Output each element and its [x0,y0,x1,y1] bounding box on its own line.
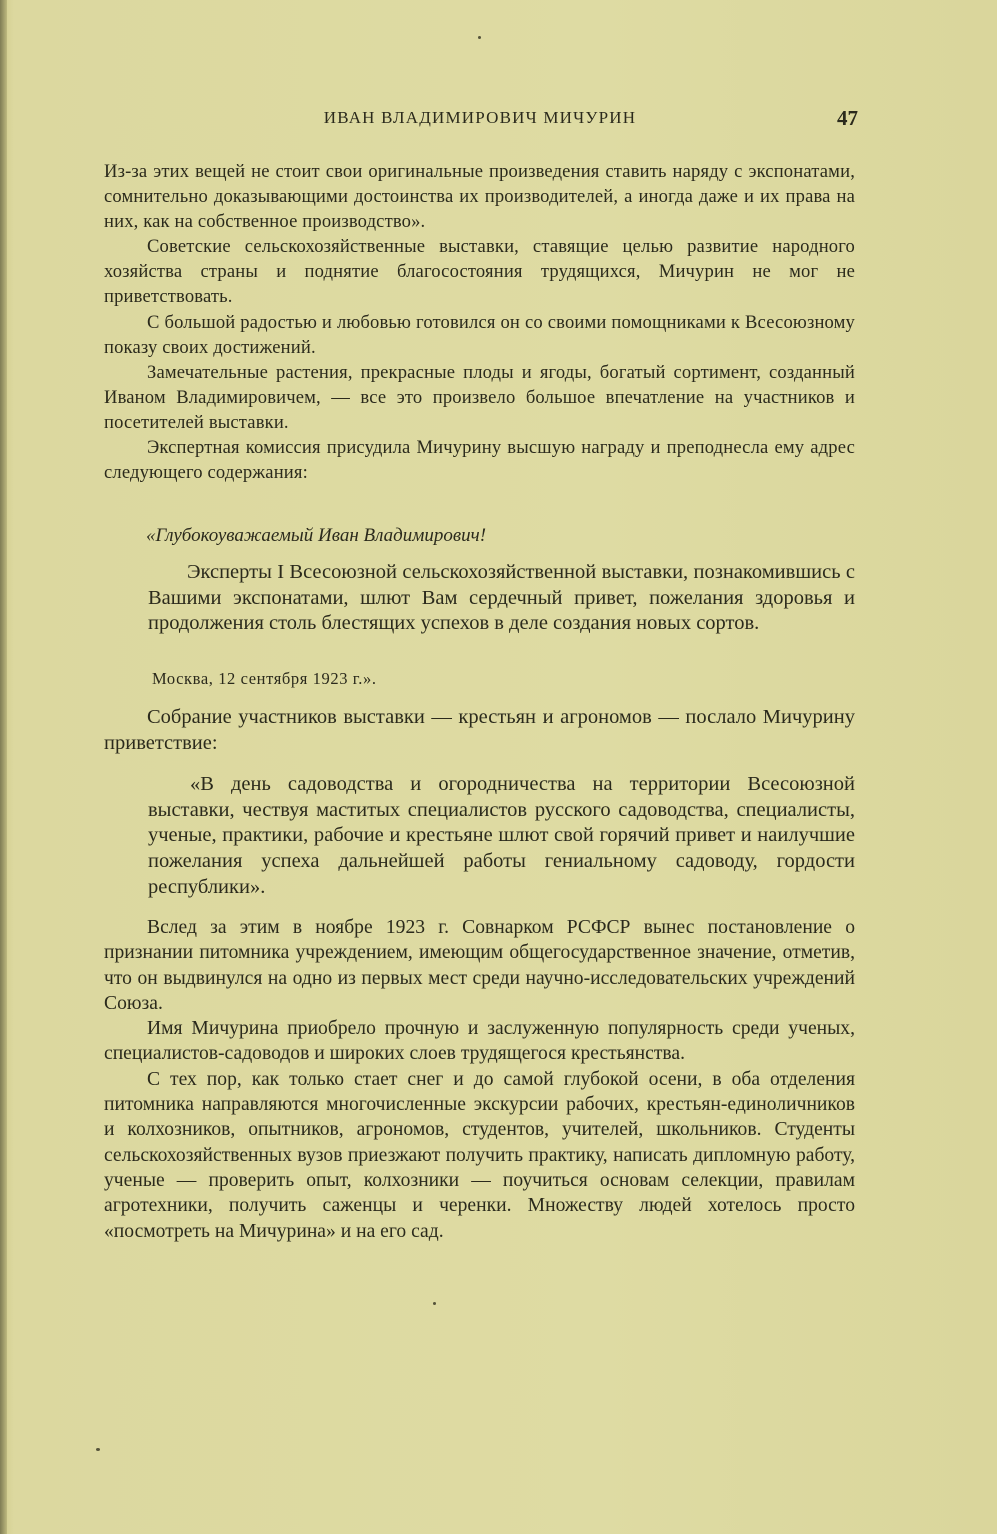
address-quote [148,560,855,637]
body-text-meeting [104,705,855,756]
paper-speck [433,1302,436,1305]
paragraph-popularity: Имя Мичурина приобрело прочную и заслуженную популярность среди ученых, специалистов-садоводов и широких слоев трудящегося крестьянства. [104,1018,855,1065]
page-binding-edge [0,0,7,1534]
paragraph-continuation: Из-за этих вещей не стоит свои оригинальные произведения ставить наряду с экспонатами, сомнительно доказывающими достоинства их производителей, а иногда даже и их права на них, как на собственное производство». [104,161,855,233]
paragraph-impression: Замечательные растения, прекрасные плоды и ягоды, богатый сортимент, созданный Иваном Владимировичем, — все это произвело большое впечатление на участников и посетителей выставки. [104,361,855,433]
paragraph-meeting: Собрание участников выставки — крестьян и агрономов — послало Мичурину приветствие: [104,706,855,754]
body-text-bottom [104,915,855,1244]
address-signature: Москва, 12 сентября 1923 г.». [152,669,377,688]
body-text-top [104,159,855,485]
address-body: Эксперты I Всесоюзной сельскохозяйственной выставки, познакомившись с Вашими экспонатами, шлют Вам сердечный привет, пожелания здоровья и продолжения столь блестящих успехов в деле создания новых сортов. [148,561,855,634]
greeting-body: «В день садоводства и огородничества на территории Всесоюзной выставки, чествуя маститых специалистов русского садоводства, специалисты, ученые, практики, рабочие и крестьяне шлют свой горячий привет и наилучшие пожелания успеха дальнейшей работы гениальному садоводу, гордости республики». [148,773,855,898]
greeting-quote [148,772,855,901]
paragraph-preparation: С большой радостью и любовью готовился он со своими помощниками к Всесоюзному показу своих достижений. [104,311,855,358]
paragraph-exhibitions: Советские сельскохозяйственные выставки, ставящие целью развитие народного хозяйства страны и поднятие благосостояния трудящихся, Мичурин не мог не приветствовать. [104,236,855,308]
page-number: 47 [837,106,858,130]
paragraph-decree: Вслед за этим в ноябре 1923 г. Совнарком РСФСР вынес постановление о признании питомника учреждением, имеющим общегосударственное значение, отметив, что он выдвинулся на одно из первых мест среди научно-исследовательских учреждений Союза. [104,917,855,1014]
paper-speck [478,36,481,39]
running-title: ИВАН ВЛАДИМИРОВИЧ МИЧУРИН [323,108,637,127]
paragraph-award: Экспертная комиссия присудила Мичурину высшую награду и преподнесла ему адрес следующего содержания: [104,437,855,484]
address-salutation: «Глубокоуважаемый Иван Владимирович! [146,525,487,546]
paragraph-excursions: С тех пор, как только стает снег и до самой глубокой осени, в оба отделения питомника направляются многочисленные экскурсии рабочих, крестьян-единоличников и колхозников, опытников, агрономов, студентов, учителей, школьников. Студенты сельскохозяйственных вузов приезжают получить практику, написать дипломную работу, ученые — проверить опыт, колхозники — поучиться основам селекции, правилам агротехники, получить саженцы и черенки. Множеству людей хотелось просто «посмотреть на Мичурина» и на его сад. [104,1068,855,1242]
paper-speck [96,1448,100,1451]
